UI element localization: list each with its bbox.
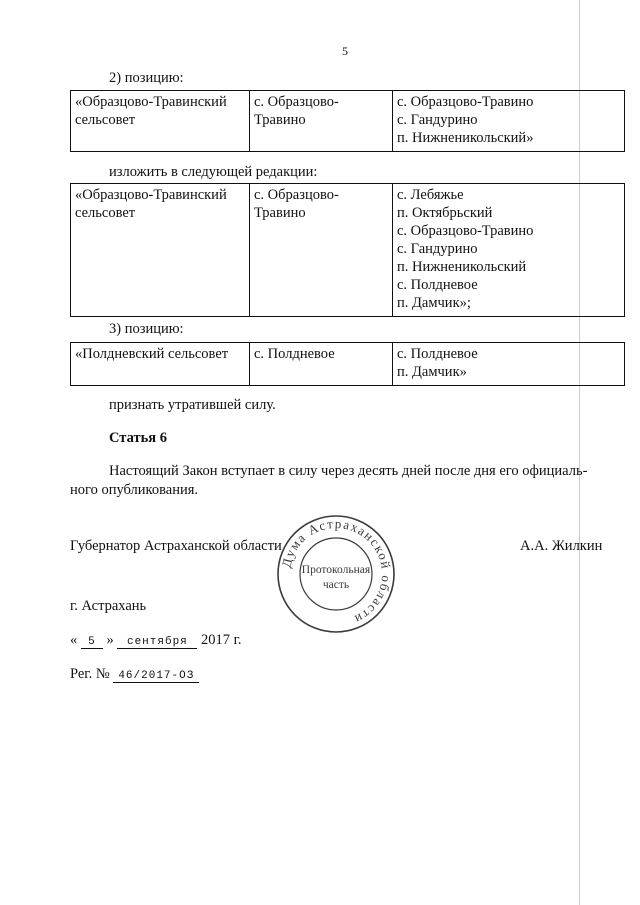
removed-col-center: с. Полдневое [250,343,393,386]
removed-col-settlements: с. Полдневое п. Дамчик» [393,343,625,386]
page-number: 5 [342,44,348,58]
old-col-center: с. Образцово- Травино [250,91,393,152]
section3-intro: 3) позицию: [109,321,184,337]
section2-intro: 2) позицию: [109,70,184,86]
governor-name: А.А. Жилкин [520,538,603,554]
article-heading: Статья 6 [109,430,167,446]
registration-line [70,666,199,683]
stamp-center-line-1: Протокольная [301,564,371,576]
new-col-municipality: «Образцово-Травинский сельсовет [71,184,250,317]
date-close-quote: » [106,632,114,648]
official-stamp [274,512,398,636]
old-col-settlements: с. Образцово-Травино с. Гандурино п. Нижненикольский» [393,91,625,152]
void-text: признать утратившей силу. [109,397,276,413]
city: г. Астрахань [70,598,147,614]
reg-label: Рег. № [70,666,110,682]
governor-title: Губернатор Астраханской области [70,538,282,554]
table-removed-position [70,342,625,386]
stamp-center-line-2: часть [322,579,350,591]
date-line [70,632,242,649]
table-old-position [70,90,625,152]
new-col-settlements: с. Лебяжье п. Октябрьский с. Образцово-Травино с. Гандурино п. Нижненикольский с. Полдневое п. Дамчик»; [393,184,625,317]
new-col-center: с. Образцово- Травино [250,184,393,317]
removed-col-municipality: «Полдневский сельсовет [71,343,250,386]
replace-intro: изложить в следующей редакции: [109,164,318,180]
article-line-1: Настоящий Закон вступает в силу через десять дней после дня его официаль- [109,463,588,479]
article-line-2: ного опубликования. [70,482,199,498]
stamp-ring-text: Дума Астраханской области [278,515,395,628]
reg-number: 46/2017-ОЗ [113,670,199,683]
old-col-municipality: «Образцово-Травинский сельсовет [71,91,250,152]
date-day: 5 [81,636,103,649]
date-open-quote: « [70,632,78,648]
date-month: сентября [117,636,197,649]
table-new-position [70,183,625,317]
date-year: 2017 г. [201,632,242,648]
